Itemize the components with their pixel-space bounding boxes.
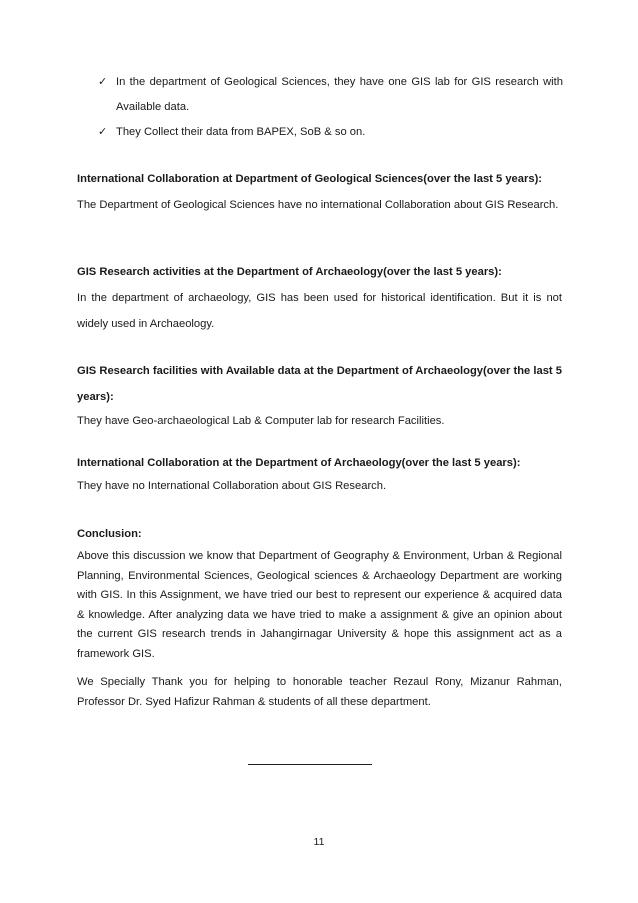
acknowledgement-paragraph: We Specially Thank you for helping to honorable teacher Rezaul Rony, Mizanur Rahman, Professor Dr. Syed Hafizur Rahman & students of all these department. <box>77 676 562 708</box>
section-heading: GIS Research activities at the Department of Archaeology(over the last 5 years): <box>77 266 502 278</box>
section-heading: International Collaboration at Department of Geological Sciences(over the last 5 years): <box>77 173 543 185</box>
section-archaeology-activities <box>77 262 562 337</box>
signature-line <box>248 764 372 765</box>
conclusion-heading: Conclusion: <box>77 528 142 540</box>
bullet-text: In the department of Geological Sciences, they have one GIS lab for GIS research with Available data. <box>116 76 563 113</box>
section-heading: International Collaboration at the Department of Archaeology(over the last 5 years): <box>77 457 521 469</box>
conclusion-paragraph: Above this discussion we know that Department of Geography & Environment, Urban & Regional Planning, Environmental Sciences, Geological sciences & Archaeology Department are working with GIS. In this Assignment, we have tried our best to represent our experience & acquired data & knowledge. After analyzing data we have tried to make a assignment & give an opinion about the current GIS research trends in Jahangirnagar University & hope this assignment act as a framework GIS. <box>77 550 562 660</box>
section-heading: GIS Research facilities with Available data at the Department of Archaeology(over the last 5 years): <box>77 365 562 403</box>
bullet-item <box>98 120 563 145</box>
section-archaeology-facilities <box>77 358 562 431</box>
section-archaeology-collaboration <box>77 453 562 496</box>
section-geology-collaboration <box>77 169 562 218</box>
section-body: They have no International Collaboration about GIS Research. <box>77 480 387 492</box>
checkmark-icon: ✓ <box>98 76 108 88</box>
bullet-text: They Collect their data from BAPEX, SoB & so on. <box>116 126 366 138</box>
bullet-item <box>98 70 563 120</box>
section-conclusion <box>77 524 562 712</box>
section-body: In the department of archaeology, GIS has been used for historical identification. But it is not widely used in Archaeology. <box>77 292 562 330</box>
checkmark-icon: ✓ <box>98 126 108 138</box>
section-body: They have Geo-archaeological Lab & Computer lab for research Facilities. <box>77 415 445 427</box>
section-body: The Department of Geological Sciences have no international Collaboration about GIS Research. <box>77 199 559 211</box>
page-number: 11 <box>313 836 325 848</box>
